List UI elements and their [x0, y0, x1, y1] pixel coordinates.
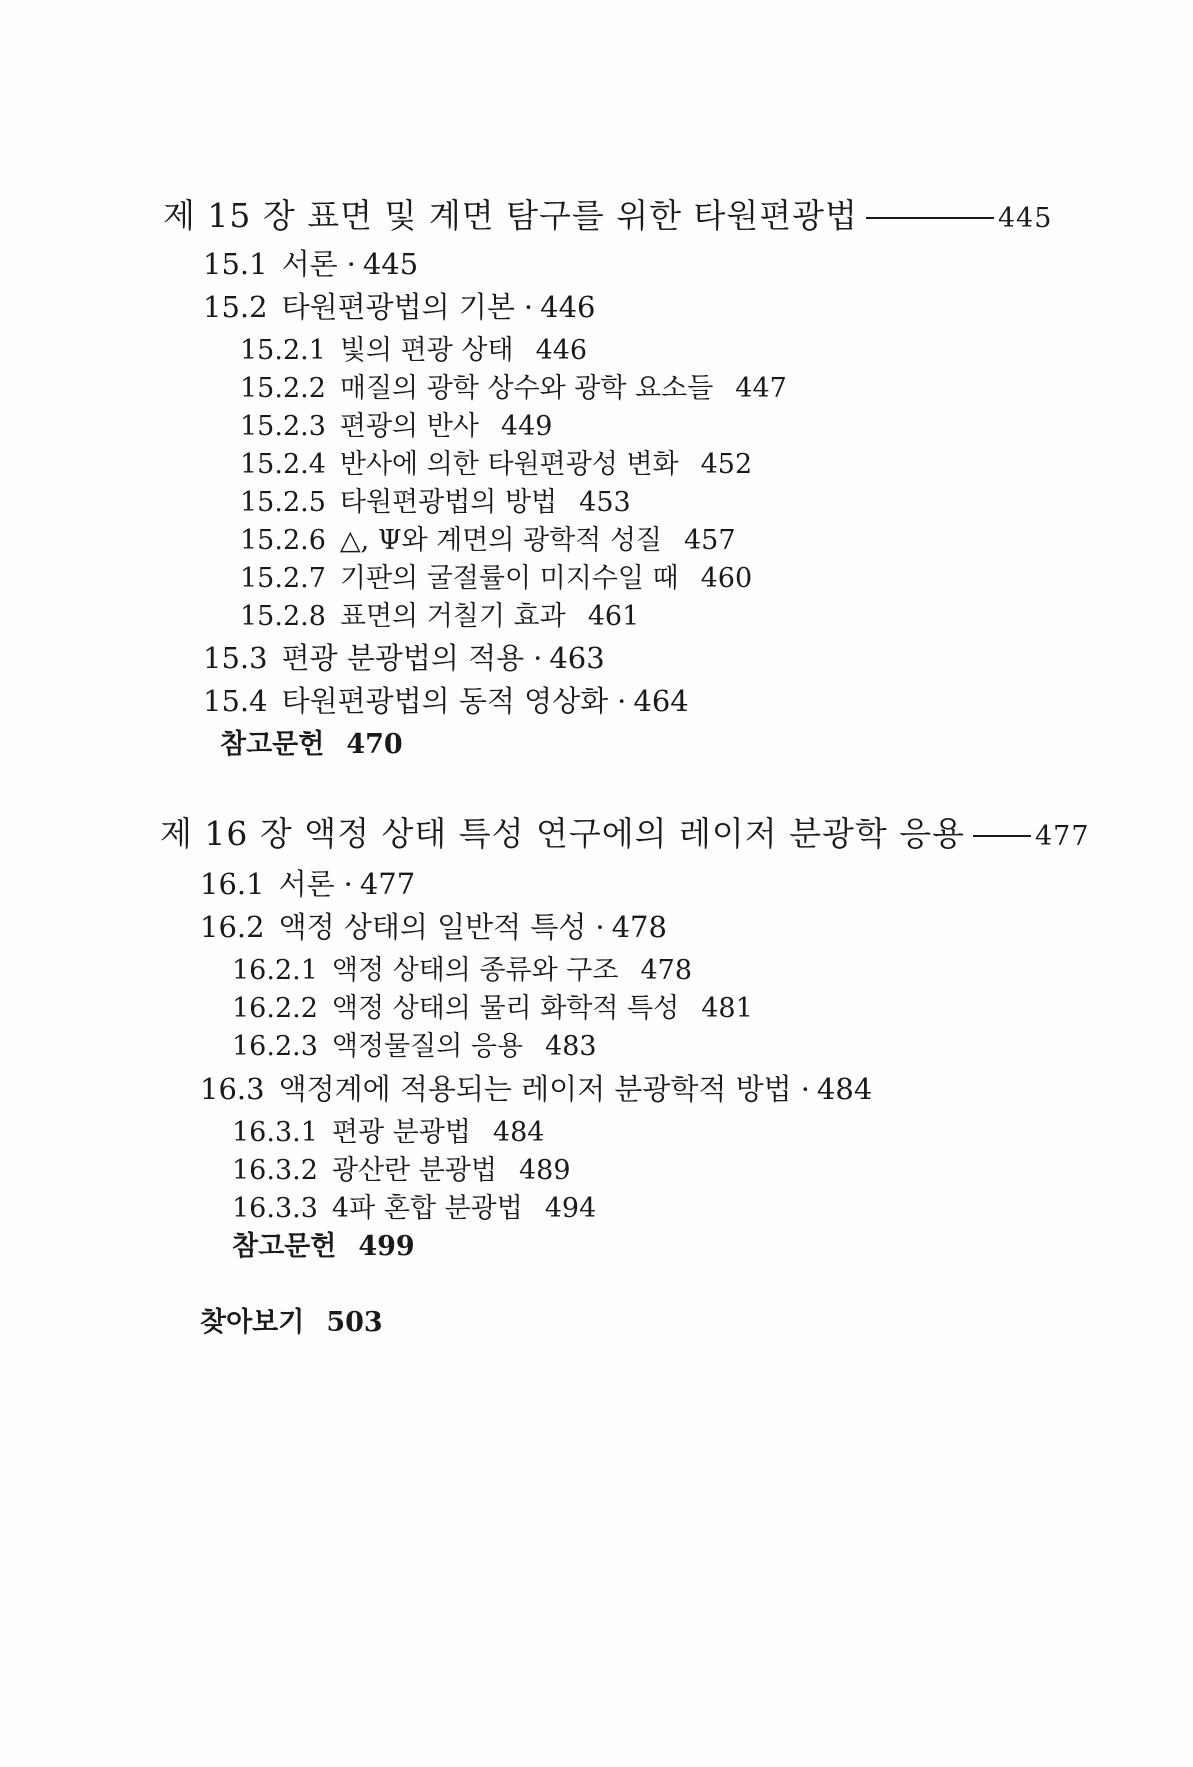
toc-entry-16-3-1[interactable]: [232, 1110, 544, 1149]
subsection-number: 15.2.2: [240, 373, 326, 404]
toc-entry-15-2-5[interactable]: [240, 480, 631, 519]
toc-entry-15-2-1[interactable]: [240, 328, 587, 367]
dot-leader: [973, 835, 1031, 837]
subsection-title: 액정물질의 응용: [331, 1031, 524, 1062]
toc-entry-16-2-1[interactable]: [232, 948, 692, 987]
toc-entry-15-2[interactable]: [203, 285, 596, 326]
chapter-page: 445: [997, 203, 1053, 234]
toc-entry-15-2-2[interactable]: [240, 366, 787, 405]
subsection-number: 15.2.3: [240, 411, 326, 442]
toc-entry-16-3[interactable]: [200, 1067, 872, 1108]
subsection-title: 기판의 굴절률이 미지수일 때: [339, 563, 679, 594]
section-title: 액정계에 적용되는 레이저 분광학적 방법: [278, 1072, 792, 1106]
separator: ·: [346, 247, 356, 281]
section-number: 16.2: [200, 910, 265, 944]
chapter-16-heading[interactable]: [160, 808, 1090, 855]
index-page: 503: [326, 1307, 383, 1338]
section-number: 16.3: [200, 1072, 265, 1106]
section-number: 15.4: [203, 684, 268, 718]
separator: ·: [595, 910, 605, 944]
subsection-page: 453: [579, 487, 631, 518]
toc-entry-15-4[interactable]: [203, 679, 689, 720]
section-page: 478: [611, 910, 667, 944]
subsection-number: 16.2.3: [232, 1031, 318, 1062]
chapter-15-heading[interactable]: [163, 190, 1052, 237]
references-page: 499: [358, 1231, 415, 1262]
separator: ·: [523, 290, 534, 324]
subsection-page: 461: [587, 601, 640, 632]
toc-entry-16-2-2[interactable]: [232, 986, 753, 1025]
references-label: 참고문헌: [220, 729, 325, 760]
subsection-title: 타원편광법의 방법: [339, 487, 558, 518]
subsection-number: 15.2.8: [240, 601, 326, 632]
section-title: 타원편광법의 동적 영상화: [281, 684, 609, 718]
separator: ·: [343, 867, 353, 901]
section-number: 15.3: [203, 641, 268, 675]
chapter-title: 제 16 장 액정 상태 특성 연구에의 레이저 분광학 응용: [160, 814, 965, 853]
subsection-title: 액정 상태의 종류와 구조: [331, 955, 619, 986]
toc-entry-16-3-3[interactable]: [232, 1186, 596, 1225]
toc-entry-15-2-8[interactable]: [240, 594, 639, 633]
subsection-number: 15.2.7: [240, 563, 326, 594]
toc-entry-16-2[interactable]: [200, 905, 667, 946]
separator: ·: [533, 641, 543, 675]
dot-leader: [866, 217, 994, 219]
section-page: 484: [816, 1072, 873, 1106]
subsection-number: 16.3.2: [232, 1155, 318, 1186]
subsection-title: 반사에 의한 타원편광성 변화: [339, 449, 679, 480]
subsection-page: 447: [735, 373, 787, 404]
toc-entry-16-2-3[interactable]: [232, 1024, 597, 1063]
section-title: 액정 상태의 일반적 특성: [278, 910, 587, 944]
subsection-title: 매질의 광학 상수와 광학 요소들: [339, 373, 714, 404]
index-entry[interactable]: [200, 1300, 383, 1339]
subsection-page: 457: [683, 525, 736, 556]
section-title: 서론: [278, 867, 335, 901]
section-title: 서론: [281, 247, 338, 281]
toc-entry-15-2-4[interactable]: [240, 442, 752, 481]
section-page: 477: [359, 867, 416, 901]
section-page: 464: [633, 684, 689, 718]
section-page: 445: [362, 247, 419, 281]
subsection-title: 표면의 거칠기 효과: [339, 601, 566, 632]
subsection-page: 494: [544, 1193, 597, 1224]
chapter-page: 477: [1034, 821, 1090, 852]
subsection-number: 15.2.1: [240, 335, 326, 366]
subsection-title: 액정 상태의 물리 화학적 특성: [331, 993, 680, 1024]
subsection-number: 16.3.1: [232, 1117, 318, 1148]
subsection-page: 460: [700, 563, 753, 594]
subsection-number: 15.2.4: [240, 449, 326, 480]
subsection-number: 15.2.6: [240, 525, 326, 556]
subsection-title: 빛의 편광 상태: [339, 335, 514, 366]
separator: ·: [617, 684, 627, 718]
subsection-title: △, Ψ와 계면의 광학적 성질: [339, 525, 662, 556]
references-ch15[interactable]: [220, 722, 403, 761]
section-page: 463: [549, 641, 605, 675]
references-label: 참고문헌: [232, 1231, 337, 1262]
toc-entry-15-3[interactable]: [203, 636, 605, 677]
toc-entry-15-2-3[interactable]: [240, 404, 552, 443]
subsection-page: 446: [535, 335, 588, 366]
subsection-number: 16.3.3: [232, 1193, 318, 1224]
section-number: 15.2: [203, 290, 268, 324]
subsection-title: 편광의 반사: [339, 411, 479, 442]
toc-entry-15-1[interactable]: [203, 242, 418, 283]
index-label: 찾아보기: [200, 1307, 305, 1338]
subsection-page: 478: [640, 955, 693, 986]
chapter-title: 제 15 장 표면 및 계면 탐구를 위한 타원편광법: [163, 196, 858, 235]
section-page: 446: [540, 290, 596, 324]
subsection-page: 483: [545, 1031, 597, 1062]
references-page: 470: [346, 729, 403, 760]
subsection-page: 449: [500, 411, 553, 442]
subsection-title: 편광 분광법: [331, 1117, 471, 1148]
section-title: 편광 분광법의 적용: [281, 641, 525, 675]
toc-entry-16-3-2[interactable]: [232, 1148, 571, 1187]
subsection-title: 광산란 분광법: [331, 1155, 497, 1186]
subsection-title: 4파 혼합 분광법: [331, 1193, 523, 1224]
references-ch16[interactable]: [232, 1224, 415, 1263]
toc-entry-15-2-6[interactable]: [240, 518, 736, 557]
toc-entry-16-1[interactable]: [200, 862, 415, 903]
section-number: 15.1: [203, 247, 268, 281]
subsection-number: 15.2.5: [240, 487, 326, 518]
subsection-page: 481: [701, 993, 753, 1024]
subsection-number: 16.2.1: [232, 955, 318, 986]
section-number: 16.1: [200, 867, 265, 901]
separator: ·: [800, 1072, 810, 1106]
toc-entry-15-2-7[interactable]: [240, 556, 752, 595]
subsection-page: 489: [518, 1155, 571, 1186]
subsection-number: 16.2.2: [232, 993, 318, 1024]
section-title: 타원편광법의 기본: [281, 290, 515, 324]
subsection-page: 452: [700, 449, 753, 480]
subsection-page: 484: [492, 1117, 545, 1148]
